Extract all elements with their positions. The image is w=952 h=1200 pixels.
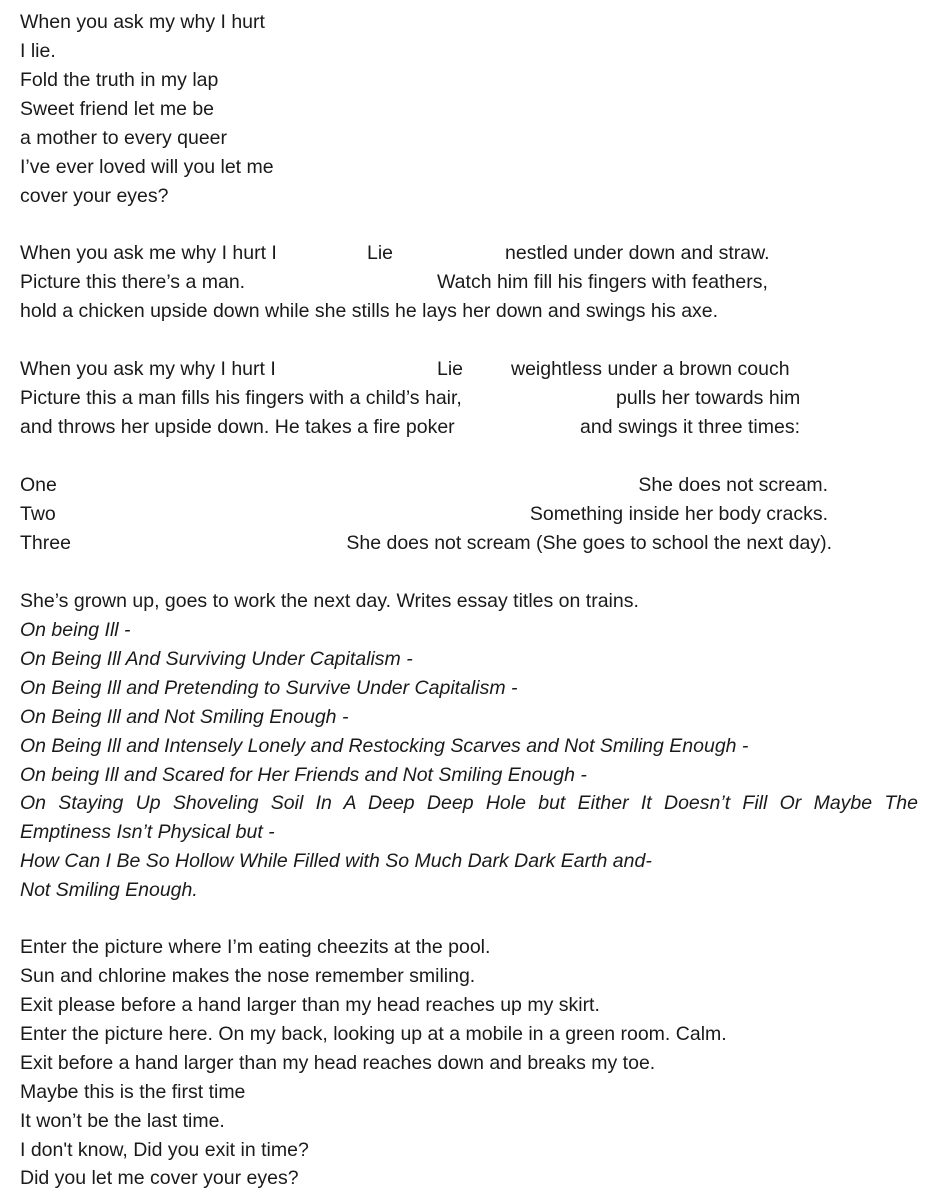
poem-segment: Lie xyxy=(367,242,394,264)
essay-title: On Being Ill and Pretending to Survive Under Capitalism - xyxy=(20,677,518,699)
poem-segment: and throws her upside down. He takes a fire poker xyxy=(20,416,455,438)
poem-segment: Picture this there’s a man. xyxy=(20,271,246,293)
poem-segment: When you ask me why I hurt I xyxy=(20,242,277,264)
poem-segment: When you ask my why I hurt I xyxy=(20,358,276,380)
poem-segment: Lie xyxy=(437,358,464,380)
poem-row xyxy=(0,270,952,294)
poem-line: Sweet friend let me be xyxy=(20,98,215,120)
essay-title: On Being Ill and Intensely Lonely and Restocking Scarves and Not Smiling Enough - xyxy=(20,735,749,757)
poem-row xyxy=(0,357,952,381)
essay-title-long-continued: Emptiness Isn’t Physical but - xyxy=(20,821,275,843)
count-word: One xyxy=(20,474,57,496)
poem-line: Fold the truth in my lap xyxy=(20,69,219,91)
poem-line: Enter the picture here. On my back, looking up at a mobile in a green room. Calm. xyxy=(20,1023,727,1045)
count-word: Three xyxy=(20,532,71,554)
essay-title: How Can I Be So Hollow While Filled with So Much Dark Dark Earth and- xyxy=(20,850,652,872)
poem-segment: weightless under a brown couch xyxy=(511,358,790,380)
poem-line: Sun and chlorine makes the nose remember smiling. xyxy=(20,965,476,987)
poem-line: a mother to every queer xyxy=(20,127,228,149)
poem-line: Exit before a hand larger than my head reaches down and breaks my toe. xyxy=(20,1052,656,1074)
poem-segment: nestled under down and straw. xyxy=(505,242,770,264)
poem-line: I don't know, Did you exit in time? xyxy=(20,1139,309,1161)
poem-line: I lie. xyxy=(20,40,56,62)
poem-row xyxy=(0,502,952,526)
poem-row xyxy=(0,415,952,439)
poem-row xyxy=(0,241,952,265)
poem-line: She’s grown up, goes to work the next day. Writes essay titles on trains. xyxy=(20,590,639,612)
poem-line: When you ask my why I hurt xyxy=(20,11,265,33)
poem-row xyxy=(0,386,952,410)
count-word: Two xyxy=(20,503,56,525)
poem-line: It won’t be the last time. xyxy=(20,1110,225,1132)
essay-title: On being Ill - xyxy=(20,619,131,641)
essay-title: Not Smiling Enough. xyxy=(20,879,198,901)
poem-row xyxy=(0,473,952,497)
poem-segment: pulls her towards him xyxy=(616,387,801,409)
poem-row xyxy=(0,531,952,555)
poem-segment: Picture this a man fills his fingers with a child’s hair, xyxy=(20,387,462,409)
poem-segment: She does not scream (She goes to school the next day). xyxy=(346,532,832,554)
essay-title: On Being Ill and Not Smiling Enough - xyxy=(20,706,349,728)
poem-line: Maybe this is the first time xyxy=(20,1081,246,1103)
poem-line: Did you let me cover your eyes? xyxy=(20,1167,299,1189)
poem-line: I’ve ever loved will you let me xyxy=(20,156,274,178)
poem-line: Exit please before a hand larger than my head reaches up my skirt. xyxy=(20,994,600,1016)
poem-line: cover your eyes? xyxy=(20,185,169,207)
poem-line: hold a chicken upside down while she stills he lays her down and swings his axe. xyxy=(20,300,719,322)
poem-segment: Something inside her body cracks. xyxy=(529,503,828,525)
poem-line: Enter the picture where I’m eating cheezits at the pool. xyxy=(20,936,491,958)
poem-segment: She does not scream. xyxy=(638,474,828,496)
essay-title: On Being Ill And Surviving Under Capitalism - xyxy=(20,648,413,670)
essay-title: On being Ill and Scared for Her Friends and Not Smiling Enough - xyxy=(20,764,587,786)
essay-title-long: On Staying Up Shoveling Soil In A Deep Deep Hole but Either It Doesn’t Fill Or Maybe The xyxy=(20,792,918,814)
poem-segment: and swings it three times: xyxy=(580,416,801,438)
poem-segment: Watch him fill his fingers with feathers, xyxy=(437,271,768,293)
